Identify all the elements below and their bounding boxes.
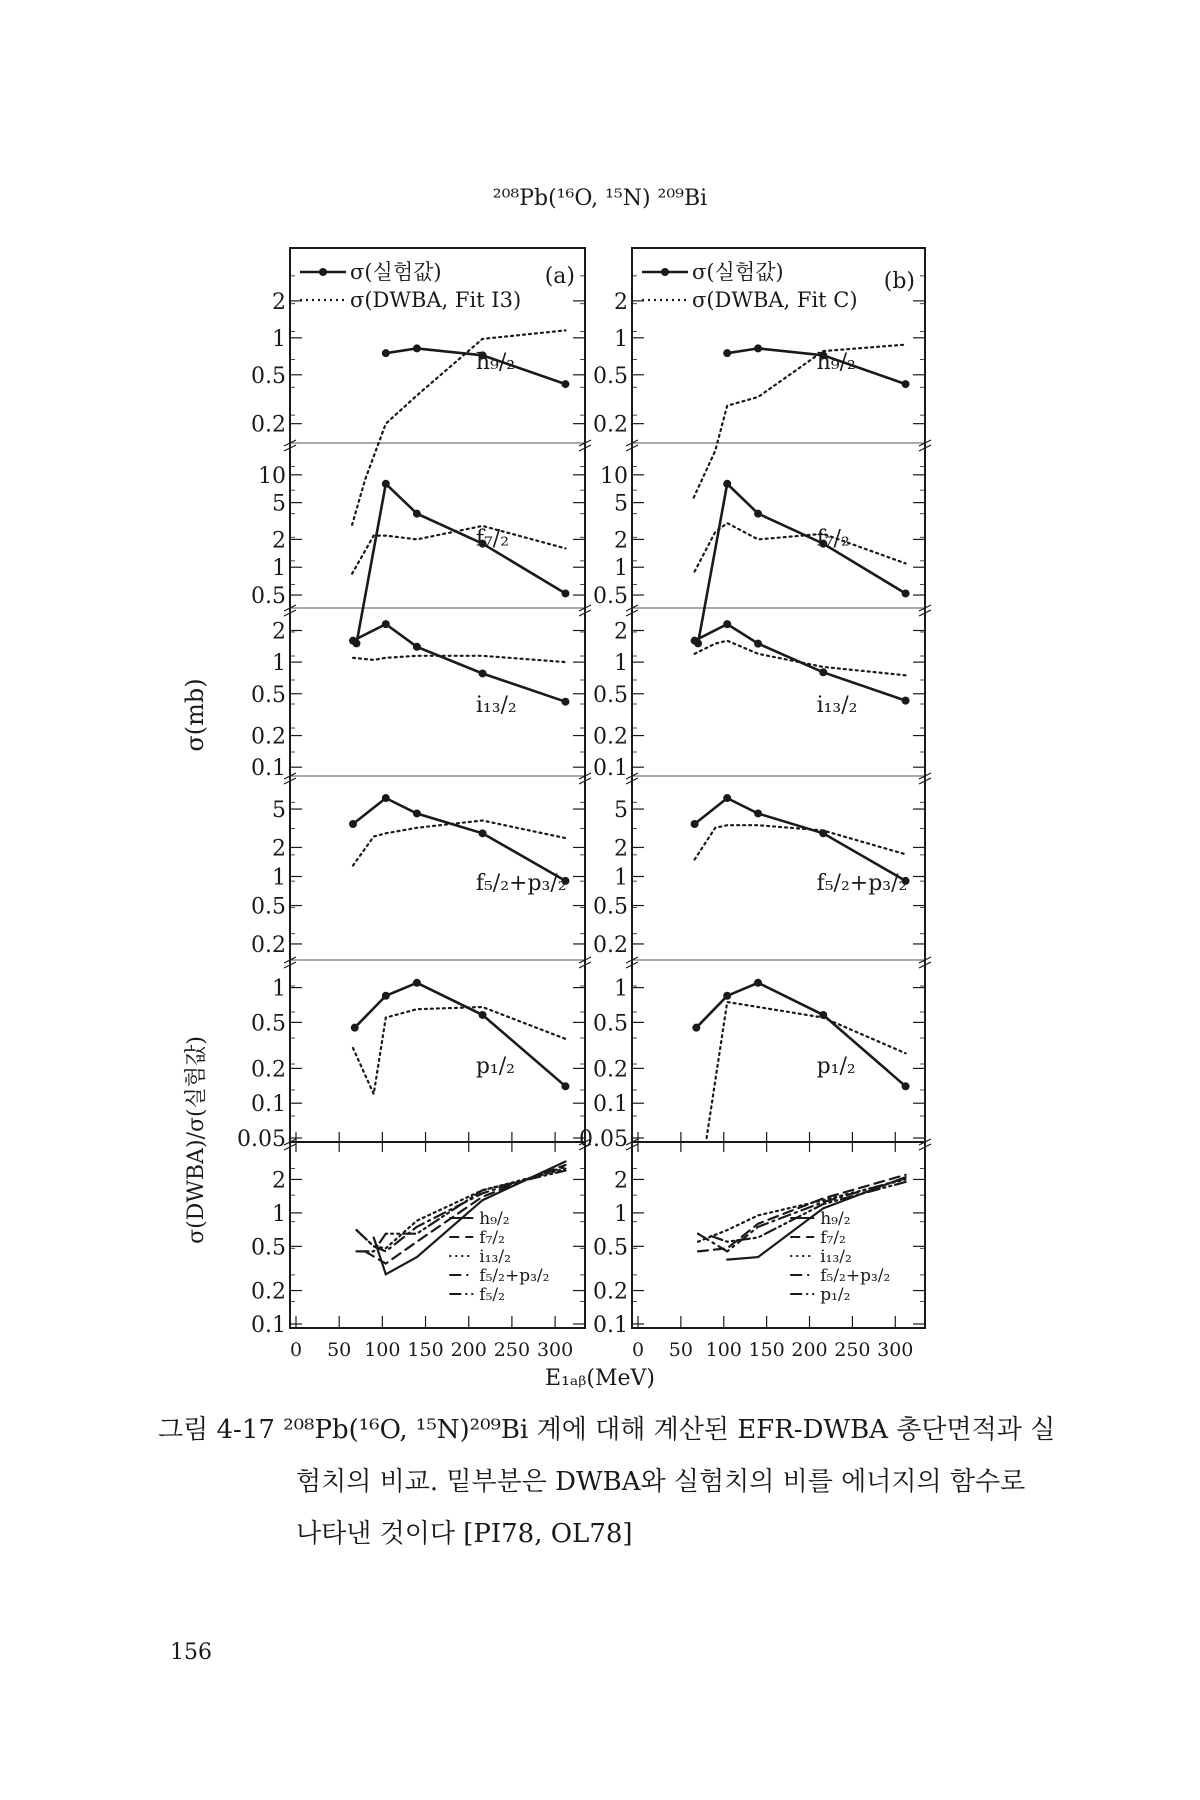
y-tick-label: 1 xyxy=(614,1201,628,1227)
y-tick-label: 1 xyxy=(272,556,286,582)
ratio-legend-label: f₅/₂ xyxy=(479,1285,505,1305)
subplot-3 xyxy=(593,773,931,958)
y-tick-label: 0.1 xyxy=(593,1313,628,1338)
y-tick-label: 2 xyxy=(614,836,628,862)
state-label: f₇/₂ xyxy=(816,526,850,552)
y-tick-label: 0.5 xyxy=(593,584,628,610)
data-point xyxy=(754,344,762,352)
y-tick-label: 0.5 xyxy=(251,1235,286,1261)
data-point xyxy=(723,992,731,1000)
state-label: h₉/₂ xyxy=(816,349,856,375)
y-tick-label: 0.2 xyxy=(593,932,628,958)
data-point xyxy=(479,1011,487,1019)
y-tick-label: 5 xyxy=(614,491,628,517)
x-axis-label: E₁ₐᵦ(MeV) xyxy=(545,1366,655,1391)
state-label: i₁₃/₂ xyxy=(475,693,517,719)
ratio-legend-label: f₅/₂+p₃/₂ xyxy=(820,1266,891,1286)
caption-line-1: ²⁰⁸Pb(¹⁶O, ¹⁵N)²⁰⁹Bi 계에 대해 계산된 EFR-DWBA 총단면적과 실 xyxy=(283,1415,1056,1445)
y-tick-label: 0.1 xyxy=(251,1313,286,1338)
y-tick-label: 1 xyxy=(614,865,628,891)
data-point xyxy=(819,668,827,676)
data-point xyxy=(349,820,357,828)
figure-header: ²⁰⁸Pb(¹⁶O, ¹⁵N) ²⁰⁹Bi xyxy=(492,186,708,211)
subplot-0 xyxy=(251,276,585,525)
data-point xyxy=(561,380,569,388)
page-number: 156 xyxy=(170,1640,212,1665)
ratio-line xyxy=(711,1182,906,1242)
figure-caption xyxy=(158,1404,1068,1560)
y-tick-label: 10 xyxy=(258,463,286,489)
x-tick-label: 250 xyxy=(493,1339,531,1361)
ratio-legend-label: h₉/₂ xyxy=(820,1209,851,1229)
dwba-line xyxy=(353,656,566,662)
y-tick-label: 1 xyxy=(614,326,628,352)
panel-label: (a) xyxy=(544,264,575,289)
ratio-line xyxy=(357,1169,566,1249)
ratio-subplot xyxy=(593,1139,931,1338)
data-point xyxy=(691,637,699,645)
y-tick-label: 2 xyxy=(272,1168,286,1194)
y-tick-label: 0.5 xyxy=(251,894,286,920)
data-point xyxy=(723,480,731,488)
panel-frame xyxy=(632,248,925,1328)
data-point xyxy=(413,809,421,817)
dwba-line xyxy=(694,345,906,498)
y-tick-label: 0.1 xyxy=(251,756,286,782)
data-point xyxy=(754,640,762,648)
data-point xyxy=(382,480,390,488)
legend-marker xyxy=(661,268,669,276)
dwba-line xyxy=(353,1007,566,1094)
data-point xyxy=(561,589,569,597)
data-point xyxy=(754,979,762,987)
y-tick-label: 0.2 xyxy=(251,1057,286,1083)
ratio-legend-label: p₁/₂ xyxy=(820,1285,851,1305)
dwba-line xyxy=(695,825,906,859)
y-tick-label: 0.2 xyxy=(593,724,628,750)
panel-label: (b) xyxy=(883,269,915,294)
data-point xyxy=(382,794,390,802)
y-tick-label: 0.1 xyxy=(251,1092,286,1118)
y-tick-label: 0.5 xyxy=(251,682,286,708)
y-tick-label: 0.2 xyxy=(251,1279,286,1305)
y-tick-label: 0.5 xyxy=(593,894,628,920)
legend xyxy=(642,260,915,312)
data-point xyxy=(902,589,910,597)
y-axis-label-ratio: σ(DWBA)/σ(실험값) xyxy=(184,1036,209,1244)
x-tick-label: 50 xyxy=(327,1339,352,1361)
y-tick-label: 1 xyxy=(272,1201,286,1227)
panel-b xyxy=(579,248,931,1361)
y-tick-label: 0.2 xyxy=(251,932,286,958)
ratio-legend-label: i₁₃/₂ xyxy=(479,1247,511,1267)
state-label: f₅/₂+p₃/₂ xyxy=(816,871,908,897)
data-point xyxy=(349,637,357,645)
state-label: p₁/₂ xyxy=(475,1053,515,1079)
ratio-legend-label: f₇/₂ xyxy=(820,1228,846,1248)
data-point xyxy=(723,620,731,628)
experimental-line xyxy=(357,484,566,644)
data-point xyxy=(754,809,762,817)
x-tick-label: 150 xyxy=(407,1339,444,1361)
y-tick-label: 0.5 xyxy=(593,363,628,389)
y-tick-label: 2 xyxy=(272,836,286,862)
y-tick-label: 0.5 xyxy=(251,584,286,610)
plot-area xyxy=(237,248,931,1361)
data-point xyxy=(723,349,731,357)
ratio-legend xyxy=(790,1209,890,1305)
y-tick-label: 10 xyxy=(600,463,628,489)
y-tick-label: 0.2 xyxy=(251,724,286,750)
data-point xyxy=(382,349,390,357)
caption-label: 그림 4-17 xyxy=(158,1415,275,1445)
data-point xyxy=(691,820,699,828)
y-tick-label: 5 xyxy=(614,798,628,824)
legend xyxy=(300,260,575,312)
x-tick-label: 0 xyxy=(289,1339,303,1361)
subplot-1 xyxy=(593,440,931,647)
y-tick-label: 1 xyxy=(272,865,286,891)
subplot-2 xyxy=(251,605,591,781)
y-tick-label: 2 xyxy=(272,289,286,315)
x-tick-label: 150 xyxy=(748,1339,785,1361)
x-tick-label: 0 xyxy=(631,1339,645,1361)
data-point xyxy=(561,1082,569,1090)
subplot-2 xyxy=(593,605,931,781)
data-point xyxy=(413,979,421,987)
y-tick-label: 0.2 xyxy=(593,1279,628,1305)
legend-label-experimental: σ(실험값) xyxy=(692,260,784,284)
data-point xyxy=(479,829,487,837)
legend-label-dwba: σ(DWBA, Fit I3) xyxy=(350,288,522,312)
state-label: f₇/₂ xyxy=(475,526,510,552)
caption-line-3: 나타낸 것이다 [PI78, OL78] xyxy=(296,1519,633,1549)
data-point xyxy=(413,643,421,651)
data-point xyxy=(692,1024,700,1032)
x-tick-label: 300 xyxy=(536,1339,574,1361)
y-tick-label: 0.5 xyxy=(593,1011,628,1037)
data-point xyxy=(902,1082,910,1090)
experimental-line xyxy=(698,484,906,644)
y-tick-label: 0.5 xyxy=(593,1235,628,1261)
data-point xyxy=(902,697,910,705)
x-tick-label: 100 xyxy=(364,1339,401,1361)
data-point xyxy=(754,510,762,518)
state-label: f₅/₂+p₃/₂ xyxy=(475,871,567,897)
experimental-line xyxy=(695,798,906,881)
legend-marker xyxy=(319,268,327,276)
experimental-line xyxy=(353,624,566,702)
y-tick-label: 1 xyxy=(272,326,286,352)
experimental-line xyxy=(353,798,566,881)
y-tick-label: 0.1 xyxy=(593,1092,628,1118)
data-point xyxy=(382,620,390,628)
y-tick-label: 2 xyxy=(272,619,286,645)
y-tick-label: 0.2 xyxy=(593,412,628,438)
y-tick-label: 0.2 xyxy=(251,412,286,438)
state-label: h₉/₂ xyxy=(475,349,516,375)
y-tick-label: 0.05 xyxy=(579,1127,628,1152)
y-axis-label-sigma: σ(mb) xyxy=(181,678,209,752)
experimental-line xyxy=(695,624,906,701)
data-point xyxy=(413,344,421,352)
ratio-subplot xyxy=(251,1139,591,1338)
data-point xyxy=(382,992,390,1000)
x-tick-label: 200 xyxy=(450,1339,487,1361)
y-tick-label: 2 xyxy=(614,289,628,315)
y-tick-label: 5 xyxy=(272,798,286,824)
ratio-legend-label: i₁₃/₂ xyxy=(820,1247,852,1267)
ratio-legend xyxy=(449,1209,549,1305)
ratio-legend-label: f₅/₂+p₃/₂ xyxy=(479,1266,550,1286)
state-label: p₁/₂ xyxy=(816,1053,856,1079)
data-point xyxy=(479,669,487,677)
x-tick-label: 50 xyxy=(668,1339,693,1361)
x-tick-label: 100 xyxy=(705,1339,742,1361)
y-tick-label: 1 xyxy=(614,556,628,582)
panel-a xyxy=(237,248,591,1361)
y-tick-label: 1 xyxy=(272,651,286,677)
data-point xyxy=(561,698,569,706)
y-tick-label: 0.2 xyxy=(593,1057,628,1083)
data-point xyxy=(413,510,421,518)
y-tick-label: 0.5 xyxy=(251,1011,286,1037)
dwba-line xyxy=(695,523,906,571)
ratio-line xyxy=(357,1167,566,1252)
y-tick-label: 2 xyxy=(272,528,286,554)
state-label: i₁₃/₂ xyxy=(816,693,858,719)
y-tick-label: 2 xyxy=(614,1168,628,1194)
y-tick-label: 0.1 xyxy=(593,756,628,782)
panel-frame xyxy=(290,248,585,1328)
caption-line-2: 험치의 비교. 밑부분은 DWBA와 실험치의 비를 에너지의 함수로 xyxy=(296,1467,1026,1497)
ratio-legend-label: f₇/₂ xyxy=(479,1228,505,1248)
y-tick-label: 5 xyxy=(272,491,286,517)
y-tick-label: 2 xyxy=(614,528,628,554)
legend-label-experimental: σ(실험값) xyxy=(350,260,442,284)
dwba-line xyxy=(707,1002,906,1138)
y-tick-label: 0.5 xyxy=(593,682,628,708)
y-tick-label: 1 xyxy=(614,651,628,677)
y-tick-label: 1 xyxy=(272,976,286,1002)
y-tick-label: 2 xyxy=(614,619,628,645)
y-tick-label: 1 xyxy=(614,976,628,1002)
subplot-1 xyxy=(251,440,591,647)
ratio-legend-label: h₉/₂ xyxy=(479,1209,510,1229)
subplot-3 xyxy=(251,773,591,958)
data-point xyxy=(902,380,910,388)
y-tick-label: 0.05 xyxy=(237,1127,286,1152)
y-tick-label: 0.5 xyxy=(251,363,286,389)
legend-label-dwba: σ(DWBA, Fit C) xyxy=(692,288,858,312)
data-point xyxy=(351,1024,359,1032)
x-tick-label: 300 xyxy=(877,1339,914,1361)
data-point xyxy=(723,794,731,802)
x-tick-label: 200 xyxy=(791,1339,828,1361)
dwba-line xyxy=(695,641,906,676)
x-tick-label: 250 xyxy=(834,1339,871,1361)
